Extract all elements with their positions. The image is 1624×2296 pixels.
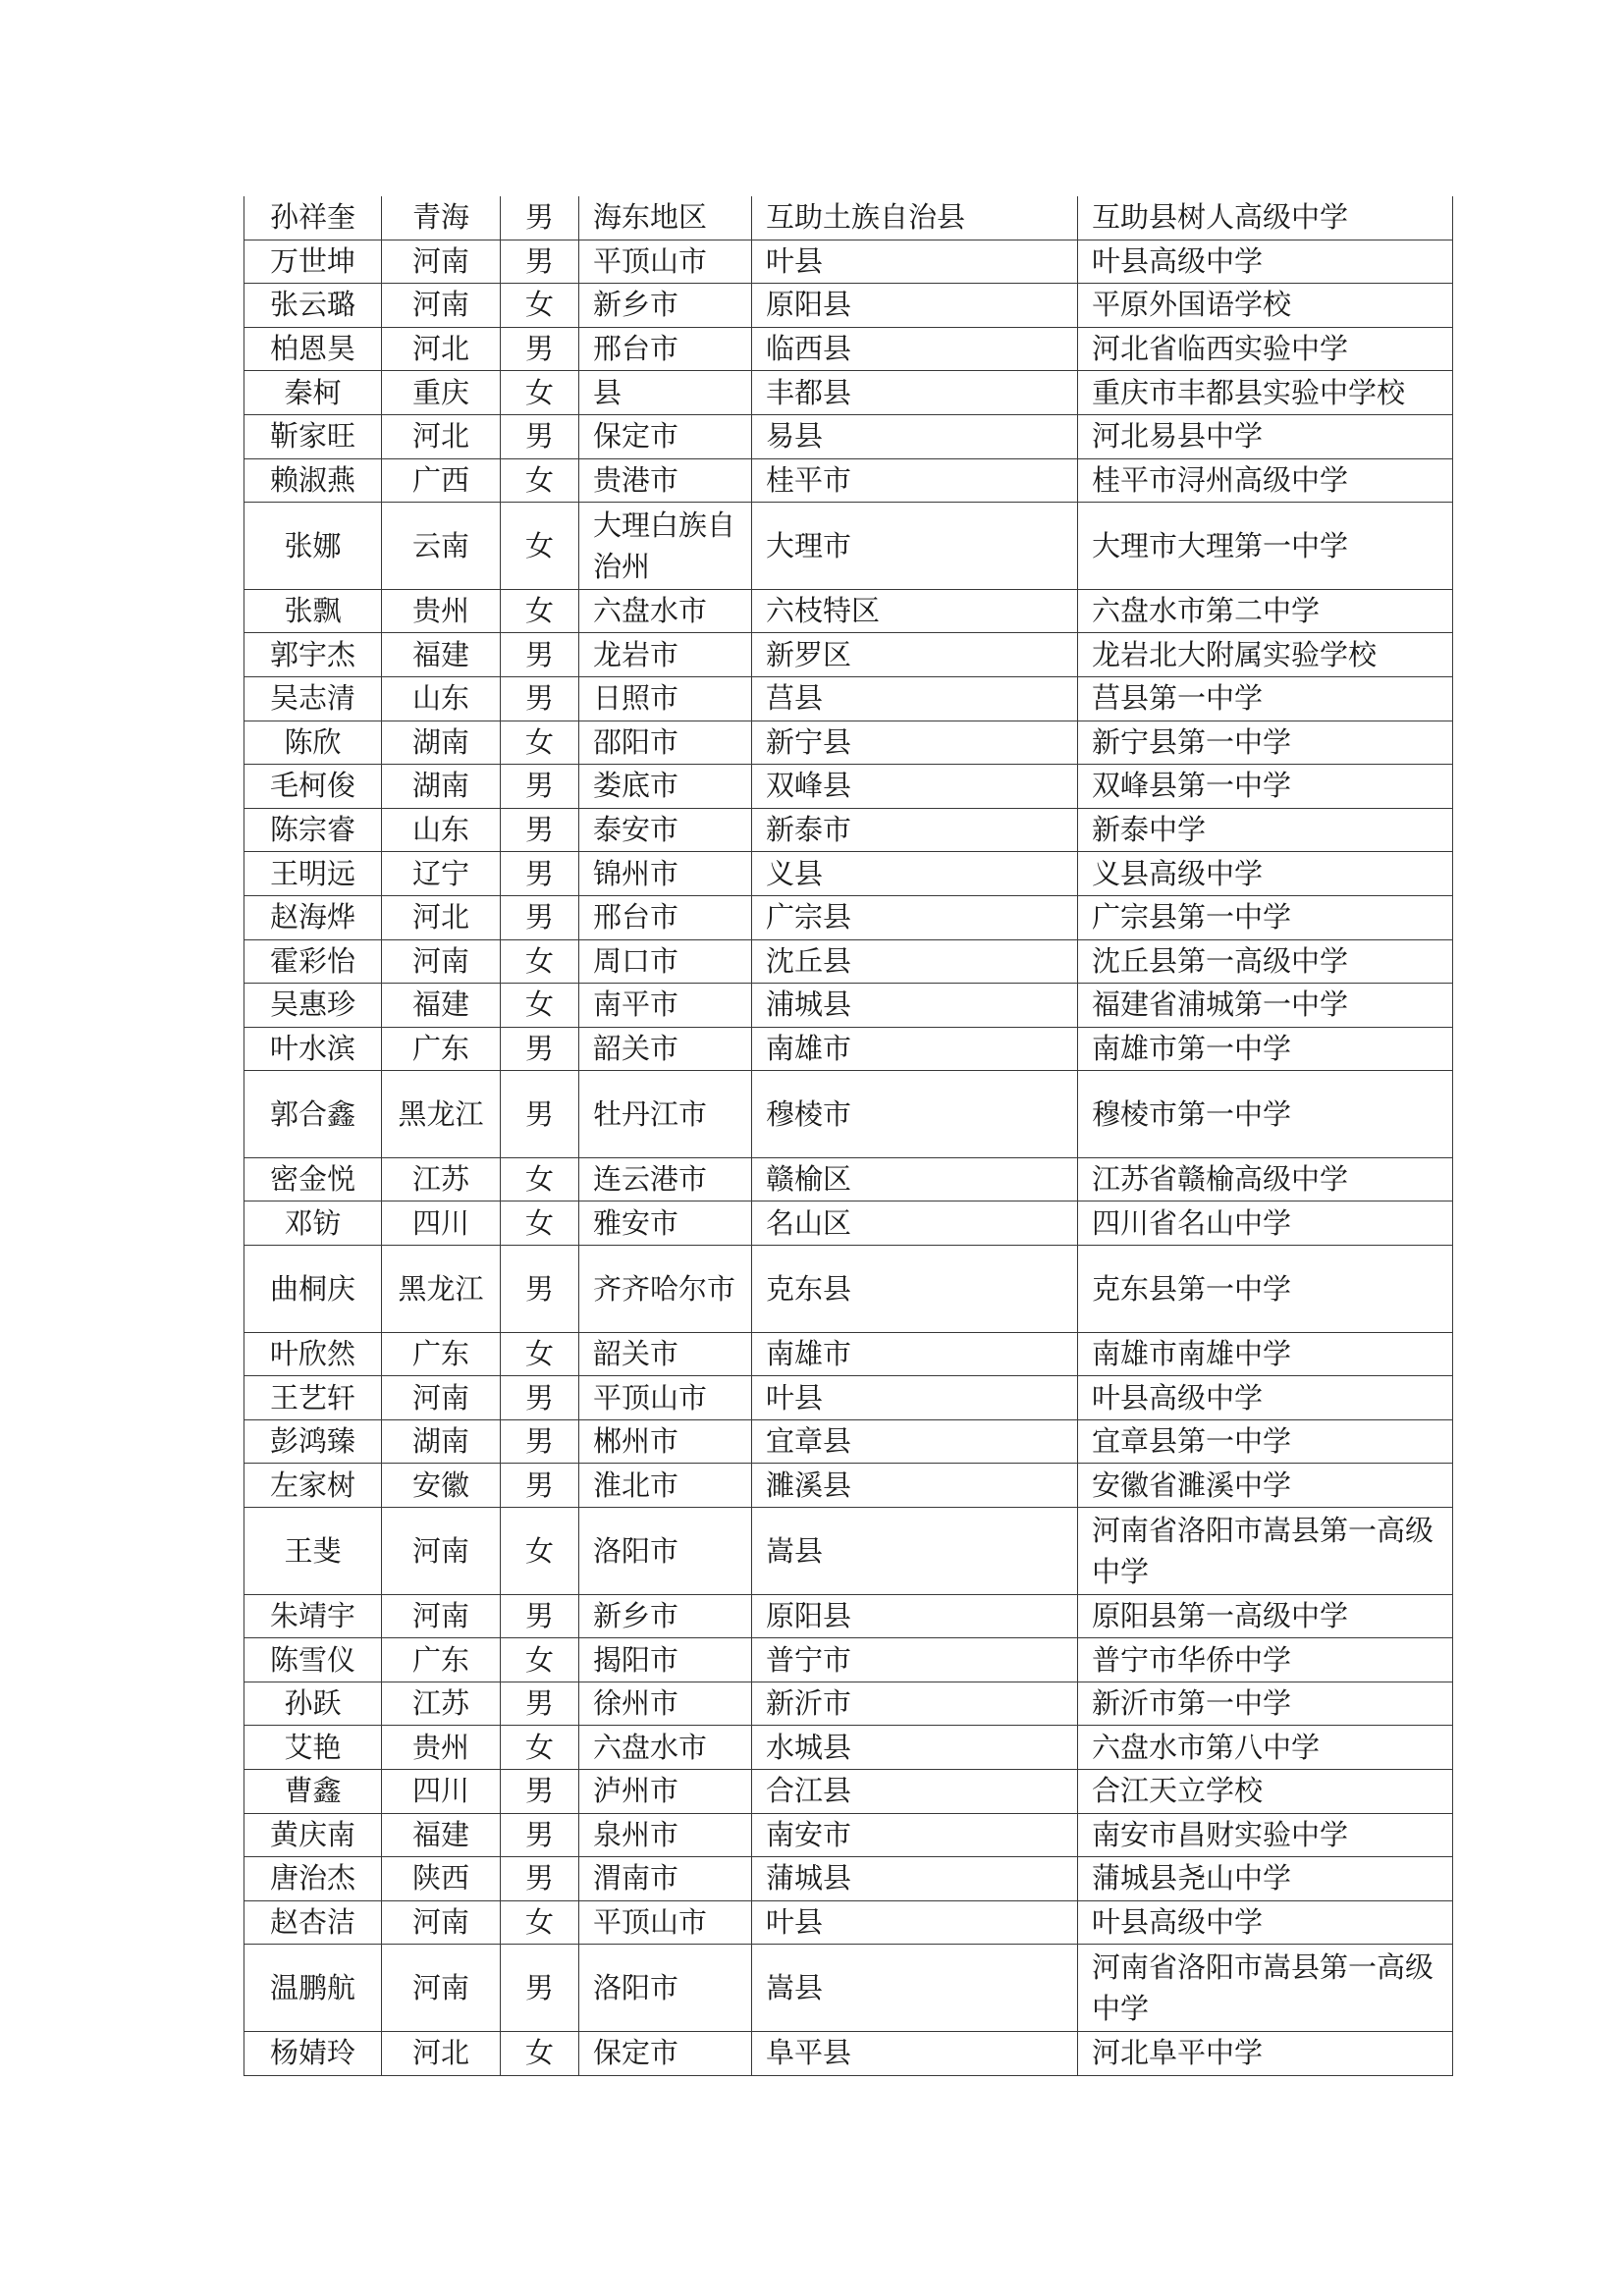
school-cell: 南雄市第一中学 — [1078, 1027, 1453, 1071]
name-cell: 孙祥奎 — [244, 196, 382, 240]
province-cell: 湖南 — [382, 1419, 501, 1464]
table-row — [244, 633, 1453, 677]
school-cell: 合江天立学校 — [1078, 1770, 1453, 1814]
name-cell: 陈雪仪 — [244, 1638, 382, 1682]
city-cell: 洛阳市 — [579, 1508, 752, 1595]
name-cell: 张娜 — [244, 503, 382, 590]
gender-cell: 女 — [501, 503, 579, 590]
name-cell: 张云璐 — [244, 284, 382, 328]
province-cell: 河北 — [382, 2031, 501, 2075]
school-cell: 重庆市丰都县实验中学校 — [1078, 371, 1453, 415]
province-cell: 河南 — [382, 1594, 501, 1638]
city-cell: 保定市 — [579, 414, 752, 458]
city-cell: 泉州市 — [579, 1813, 752, 1857]
table-row — [244, 327, 1453, 371]
county-cell: 赣榆区 — [752, 1157, 1078, 1201]
table-row — [244, 852, 1453, 896]
school-cell: 河北阜平中学 — [1078, 2031, 1453, 2075]
table-row — [244, 414, 1453, 458]
school-cell: 平原外国语学校 — [1078, 284, 1453, 328]
table-row — [244, 503, 1453, 590]
school-cell: 义县高级中学 — [1078, 852, 1453, 896]
table-row — [244, 895, 1453, 939]
province-cell: 河北 — [382, 414, 501, 458]
name-cell: 唐治杰 — [244, 1857, 382, 1901]
city-cell: 徐州市 — [579, 1682, 752, 1726]
province-cell: 广西 — [382, 458, 501, 503]
name-cell: 叶欣然 — [244, 1332, 382, 1376]
name-cell: 吴惠珍 — [244, 984, 382, 1028]
table-row — [244, 2031, 1453, 2075]
province-cell: 安徽 — [382, 1464, 501, 1508]
county-cell: 普宁市 — [752, 1638, 1078, 1682]
province-cell: 江苏 — [382, 1157, 501, 1201]
name-cell: 靳家旺 — [244, 414, 382, 458]
gender-cell: 女 — [501, 458, 579, 503]
gender-cell: 女 — [501, 284, 579, 328]
name-cell: 黄庆南 — [244, 1813, 382, 1857]
gender-cell: 男 — [501, 1071, 579, 1158]
county-cell: 易县 — [752, 414, 1078, 458]
gender-cell: 女 — [501, 1201, 579, 1246]
gender-cell: 男 — [501, 676, 579, 721]
table-row — [244, 1594, 1453, 1638]
table-row — [244, 984, 1453, 1028]
gender-cell: 男 — [501, 1376, 579, 1420]
name-cell: 艾艳 — [244, 1726, 382, 1770]
county-cell: 新沂市 — [752, 1682, 1078, 1726]
city-cell: 县 — [579, 371, 752, 415]
province-cell: 河北 — [382, 895, 501, 939]
gender-cell: 男 — [501, 414, 579, 458]
county-cell: 克东县 — [752, 1246, 1078, 1333]
gender-cell: 女 — [501, 589, 579, 633]
city-cell: 淮北市 — [579, 1464, 752, 1508]
table-row — [244, 1857, 1453, 1901]
school-cell: 河南省洛阳市嵩县第一高级中学 — [1078, 1508, 1453, 1595]
city-cell: 日照市 — [579, 676, 752, 721]
county-cell: 互助土族自治县 — [752, 196, 1078, 240]
county-cell: 浦城县 — [752, 984, 1078, 1028]
county-cell: 叶县 — [752, 240, 1078, 284]
name-cell: 陈宗睿 — [244, 808, 382, 852]
county-cell: 桂平市 — [752, 458, 1078, 503]
school-cell: 河北省临西实验中学 — [1078, 327, 1453, 371]
name-cell: 张飘 — [244, 589, 382, 633]
province-cell: 辽宁 — [382, 852, 501, 896]
city-cell: 雅安市 — [579, 1201, 752, 1246]
city-cell: 渭南市 — [579, 1857, 752, 1901]
name-cell: 王斐 — [244, 1508, 382, 1595]
county-cell: 新泰市 — [752, 808, 1078, 852]
province-cell: 青海 — [382, 196, 501, 240]
city-cell: 保定市 — [579, 2031, 752, 2075]
province-cell: 重庆 — [382, 371, 501, 415]
gender-cell: 男 — [501, 1770, 579, 1814]
city-cell: 龙岩市 — [579, 633, 752, 677]
city-cell: 齐齐哈尔市 — [579, 1246, 752, 1333]
gender-cell: 男 — [501, 852, 579, 896]
school-cell: 叶县高级中学 — [1078, 1900, 1453, 1945]
table-row — [244, 240, 1453, 284]
city-cell: 六盘水市 — [579, 589, 752, 633]
school-cell: 广宗县第一中学 — [1078, 895, 1453, 939]
county-cell: 嵩县 — [752, 1945, 1078, 2032]
city-cell: 锦州市 — [579, 852, 752, 896]
name-cell: 朱靖宇 — [244, 1594, 382, 1638]
school-cell: 河南省洛阳市嵩县第一高级中学 — [1078, 1945, 1453, 2032]
gender-cell: 女 — [501, 1332, 579, 1376]
table-row — [244, 1376, 1453, 1420]
name-cell: 温鹏航 — [244, 1945, 382, 2032]
city-cell: 邵阳市 — [579, 721, 752, 765]
name-cell: 叶水滨 — [244, 1027, 382, 1071]
gender-cell: 女 — [501, 1508, 579, 1595]
county-cell: 大理市 — [752, 503, 1078, 590]
province-cell: 陕西 — [382, 1857, 501, 1901]
table-body — [244, 196, 1453, 2075]
school-cell: 桂平市浔州高级中学 — [1078, 458, 1453, 503]
gender-cell: 女 — [501, 2031, 579, 2075]
school-cell: 南雄市南雄中学 — [1078, 1332, 1453, 1376]
province-cell: 湖南 — [382, 765, 501, 809]
name-cell: 赵杏洁 — [244, 1900, 382, 1945]
city-cell: 平顶山市 — [579, 240, 752, 284]
name-cell: 杨婧玲 — [244, 2031, 382, 2075]
name-cell: 郭合鑫 — [244, 1071, 382, 1158]
gender-cell: 女 — [501, 984, 579, 1028]
city-cell: 海东地区 — [579, 196, 752, 240]
county-cell: 新宁县 — [752, 721, 1078, 765]
school-cell: 穆棱市第一中学 — [1078, 1071, 1453, 1158]
name-cell: 曹鑫 — [244, 1770, 382, 1814]
gender-cell: 女 — [501, 1157, 579, 1201]
province-cell: 贵州 — [382, 1726, 501, 1770]
county-cell: 合江县 — [752, 1770, 1078, 1814]
county-cell: 义县 — [752, 852, 1078, 896]
gender-cell: 女 — [501, 1638, 579, 1682]
city-cell: 大理白族自治州 — [579, 503, 752, 590]
table-row — [244, 458, 1453, 503]
county-cell: 嵩县 — [752, 1508, 1078, 1595]
province-cell: 河南 — [382, 1508, 501, 1595]
city-cell: 连云港市 — [579, 1157, 752, 1201]
county-cell: 濉溪县 — [752, 1464, 1078, 1508]
city-cell: 娄底市 — [579, 765, 752, 809]
name-cell: 万世坤 — [244, 240, 382, 284]
gender-cell: 女 — [501, 371, 579, 415]
school-cell: 叶县高级中学 — [1078, 240, 1453, 284]
county-cell: 广宗县 — [752, 895, 1078, 939]
county-cell: 原阳县 — [752, 1594, 1078, 1638]
name-cell: 柏恩昊 — [244, 327, 382, 371]
gender-cell: 男 — [501, 1857, 579, 1901]
gender-cell: 男 — [501, 1027, 579, 1071]
province-cell: 四川 — [382, 1201, 501, 1246]
gender-cell: 女 — [501, 939, 579, 984]
county-cell: 水城县 — [752, 1726, 1078, 1770]
province-cell: 福建 — [382, 1813, 501, 1857]
city-cell: 韶关市 — [579, 1027, 752, 1071]
gender-cell: 男 — [501, 196, 579, 240]
county-cell: 南安市 — [752, 1813, 1078, 1857]
table-row — [244, 1638, 1453, 1682]
county-cell: 宜章县 — [752, 1419, 1078, 1464]
gender-cell: 男 — [501, 765, 579, 809]
student-table — [244, 196, 1453, 2076]
school-cell: 新沂市第一中学 — [1078, 1682, 1453, 1726]
province-cell: 河南 — [382, 939, 501, 984]
city-cell: 揭阳市 — [579, 1638, 752, 1682]
school-cell: 新宁县第一中学 — [1078, 721, 1453, 765]
county-cell: 六枝特区 — [752, 589, 1078, 633]
name-cell: 左家树 — [244, 1464, 382, 1508]
school-cell: 沈丘县第一高级中学 — [1078, 939, 1453, 984]
table-row — [244, 808, 1453, 852]
gender-cell: 女 — [501, 721, 579, 765]
province-cell: 广东 — [382, 1027, 501, 1071]
school-cell: 南安市昌财实验中学 — [1078, 1813, 1453, 1857]
province-cell: 贵州 — [382, 589, 501, 633]
school-cell: 普宁市华侨中学 — [1078, 1638, 1453, 1682]
province-cell: 福建 — [382, 633, 501, 677]
table-row — [244, 939, 1453, 984]
city-cell: 韶关市 — [579, 1332, 752, 1376]
gender-cell: 男 — [501, 240, 579, 284]
name-cell: 赵海烨 — [244, 895, 382, 939]
province-cell: 河南 — [382, 284, 501, 328]
table-row — [244, 1508, 1453, 1595]
city-cell: 洛阳市 — [579, 1945, 752, 2032]
city-cell: 泰安市 — [579, 808, 752, 852]
table-row — [244, 284, 1453, 328]
table-row — [244, 1157, 1453, 1201]
name-cell: 孙跃 — [244, 1682, 382, 1726]
school-cell: 蒲城县尧山中学 — [1078, 1857, 1453, 1901]
city-cell: 六盘水市 — [579, 1726, 752, 1770]
school-cell: 互助县树人高级中学 — [1078, 196, 1453, 240]
province-cell: 福建 — [382, 984, 501, 1028]
school-cell: 大理市大理第一中学 — [1078, 503, 1453, 590]
gender-cell: 男 — [501, 1945, 579, 2032]
gender-cell: 女 — [501, 1726, 579, 1770]
school-cell: 江苏省赣榆高级中学 — [1078, 1157, 1453, 1201]
city-cell: 平顶山市 — [579, 1900, 752, 1945]
school-cell: 宜章县第一中学 — [1078, 1419, 1453, 1464]
table-row — [244, 1464, 1453, 1508]
city-cell: 牡丹江市 — [579, 1071, 752, 1158]
school-cell: 安徽省濉溪中学 — [1078, 1464, 1453, 1508]
name-cell: 王艺轩 — [244, 1376, 382, 1420]
gender-cell: 男 — [501, 895, 579, 939]
name-cell: 吴志清 — [244, 676, 382, 721]
gender-cell: 男 — [501, 1594, 579, 1638]
name-cell: 陈欣 — [244, 721, 382, 765]
table-row — [244, 765, 1453, 809]
province-cell: 黑龙江 — [382, 1246, 501, 1333]
county-cell: 名山区 — [752, 1201, 1078, 1246]
province-cell: 河南 — [382, 1945, 501, 2032]
school-cell: 龙岩北大附属实验学校 — [1078, 633, 1453, 677]
table-row — [244, 1419, 1453, 1464]
table-row — [244, 1071, 1453, 1158]
table-row — [244, 1945, 1453, 2032]
county-cell: 临西县 — [752, 327, 1078, 371]
city-cell: 郴州市 — [579, 1419, 752, 1464]
school-cell: 福建省浦城第一中学 — [1078, 984, 1453, 1028]
name-cell: 秦柯 — [244, 371, 382, 415]
province-cell: 广东 — [382, 1332, 501, 1376]
school-cell: 叶县高级中学 — [1078, 1376, 1453, 1420]
province-cell: 山东 — [382, 676, 501, 721]
gender-cell: 女 — [501, 1900, 579, 1945]
table-row — [244, 1246, 1453, 1333]
city-cell: 新乡市 — [579, 1594, 752, 1638]
county-cell: 沈丘县 — [752, 939, 1078, 984]
county-cell: 叶县 — [752, 1900, 1078, 1945]
name-cell: 霍彩怡 — [244, 939, 382, 984]
name-cell: 彭鸿臻 — [244, 1419, 382, 1464]
city-cell: 贵港市 — [579, 458, 752, 503]
school-cell: 莒县第一中学 — [1078, 676, 1453, 721]
name-cell: 王明远 — [244, 852, 382, 896]
school-cell: 原阳县第一高级中学 — [1078, 1594, 1453, 1638]
province-cell: 四川 — [382, 1770, 501, 1814]
county-cell: 新罗区 — [752, 633, 1078, 677]
name-cell: 曲桐庆 — [244, 1246, 382, 1333]
gender-cell: 男 — [501, 1419, 579, 1464]
county-cell: 原阳县 — [752, 284, 1078, 328]
gender-cell: 男 — [501, 633, 579, 677]
city-cell: 泸州市 — [579, 1770, 752, 1814]
province-cell: 河北 — [382, 327, 501, 371]
school-cell: 四川省名山中学 — [1078, 1201, 1453, 1246]
city-cell: 南平市 — [579, 984, 752, 1028]
name-cell: 邓钫 — [244, 1201, 382, 1246]
school-cell: 河北易县中学 — [1078, 414, 1453, 458]
city-cell: 邢台市 — [579, 895, 752, 939]
county-cell: 叶县 — [752, 1376, 1078, 1420]
table-row — [244, 196, 1453, 240]
name-cell: 毛柯俊 — [244, 765, 382, 809]
table-row — [244, 371, 1453, 415]
school-cell: 六盘水市第八中学 — [1078, 1726, 1453, 1770]
gender-cell: 男 — [501, 1464, 579, 1508]
school-cell: 新泰中学 — [1078, 808, 1453, 852]
table-row — [244, 676, 1453, 721]
table-row — [244, 589, 1453, 633]
table-row — [244, 1201, 1453, 1246]
province-cell: 山东 — [382, 808, 501, 852]
province-cell: 云南 — [382, 503, 501, 590]
table-row — [244, 1770, 1453, 1814]
province-cell: 湖南 — [382, 721, 501, 765]
province-cell: 河南 — [382, 1376, 501, 1420]
school-cell: 六盘水市第二中学 — [1078, 589, 1453, 633]
province-cell: 黑龙江 — [382, 1071, 501, 1158]
school-cell: 双峰县第一中学 — [1078, 765, 1453, 809]
city-cell: 周口市 — [579, 939, 752, 984]
province-cell: 广东 — [382, 1638, 501, 1682]
county-cell: 南雄市 — [752, 1332, 1078, 1376]
county-cell: 阜平县 — [752, 2031, 1078, 2075]
city-cell: 新乡市 — [579, 284, 752, 328]
table-row — [244, 1682, 1453, 1726]
gender-cell: 男 — [501, 1682, 579, 1726]
city-cell: 邢台市 — [579, 327, 752, 371]
name-cell: 密金悦 — [244, 1157, 382, 1201]
name-cell: 郭宇杰 — [244, 633, 382, 677]
county-cell: 丰都县 — [752, 371, 1078, 415]
province-cell: 河南 — [382, 1900, 501, 1945]
gender-cell: 男 — [501, 327, 579, 371]
gender-cell: 男 — [501, 1246, 579, 1333]
table-row — [244, 1813, 1453, 1857]
county-cell: 双峰县 — [752, 765, 1078, 809]
name-cell: 赖淑燕 — [244, 458, 382, 503]
county-cell: 南雄市 — [752, 1027, 1078, 1071]
table-row — [244, 1332, 1453, 1376]
city-cell: 平顶山市 — [579, 1376, 752, 1420]
county-cell: 莒县 — [752, 676, 1078, 721]
gender-cell: 男 — [501, 1813, 579, 1857]
school-cell: 克东县第一中学 — [1078, 1246, 1453, 1333]
province-cell: 河南 — [382, 240, 501, 284]
province-cell: 江苏 — [382, 1682, 501, 1726]
county-cell: 穆棱市 — [752, 1071, 1078, 1158]
table-row — [244, 1027, 1453, 1071]
table-row — [244, 1900, 1453, 1945]
gender-cell: 男 — [501, 808, 579, 852]
table-row — [244, 1726, 1453, 1770]
county-cell: 蒲城县 — [752, 1857, 1078, 1901]
table-row — [244, 721, 1453, 765]
